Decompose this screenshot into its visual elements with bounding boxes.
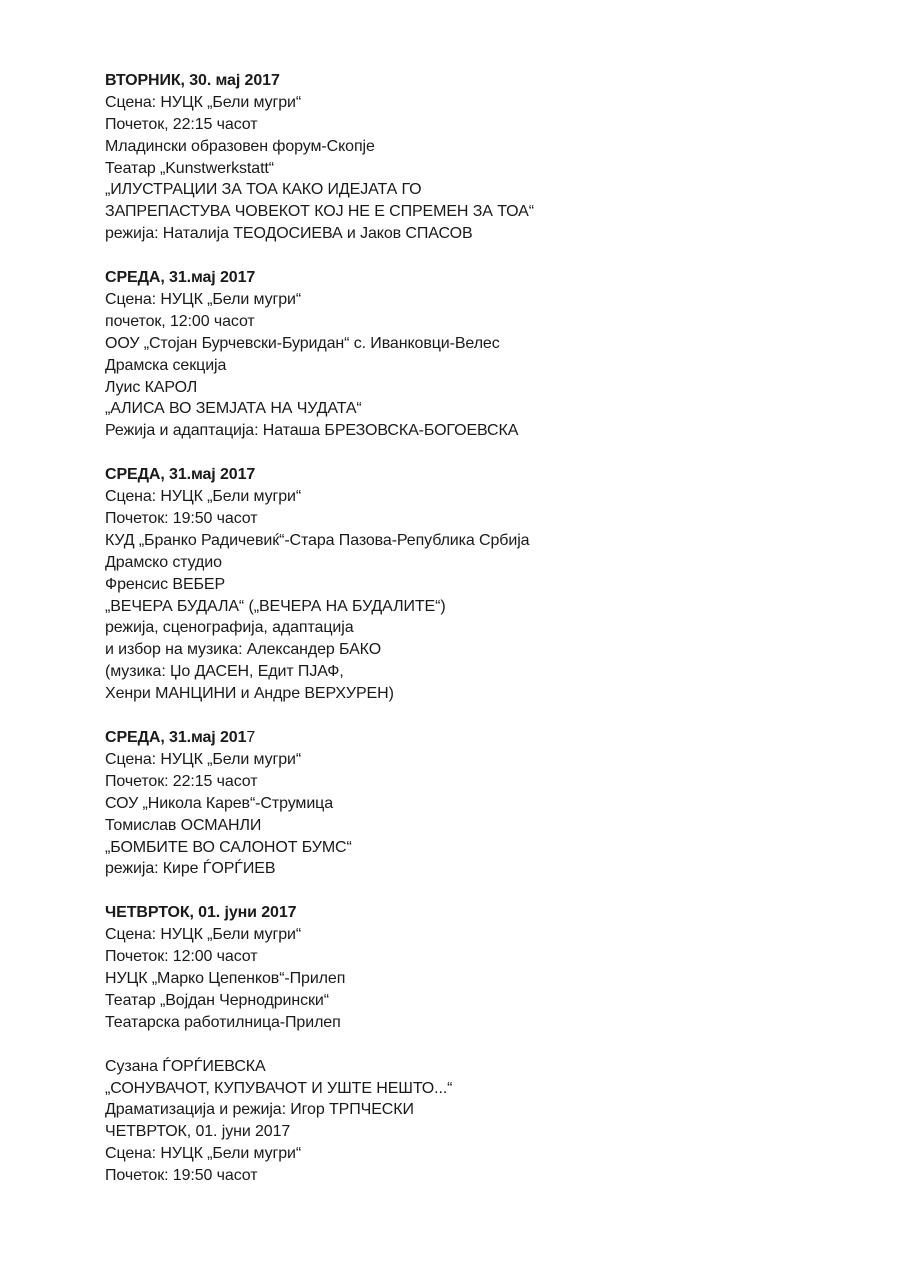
event-organization: Младински образовен форум-Скопје: [105, 137, 375, 155]
event-play-title: „ВЕЧЕРА БУДАЛА“ („ВЕЧЕРА НА БУДАЛИТЕ“): [105, 597, 446, 615]
event-date-line: ЧЕТВРТОК, 01. јуни 2017: [105, 1123, 291, 1141]
event-organization: СОУ „Никола Карев“-Струмица: [105, 794, 334, 812]
event-stage: Сцена: НУЦК „Бели мугри“: [105, 291, 302, 309]
event-play-title-continued: ЗАПРЕПАСТУВА ЧОВЕКОТ КОЈ НЕ Е СПРЕМЕН ЗА ТОА“: [105, 203, 534, 221]
event-author: Сузана ЃОРЃИЕВСКА: [105, 1057, 266, 1075]
event-start-time: почеток, 12:00 часот: [105, 312, 255, 330]
event-block: [105, 1056, 865, 1187]
event-block: [105, 267, 865, 442]
event-stage: Сцена: НУЦК „Бели мугри“: [105, 926, 302, 944]
event-stage: Сцена: НУЦК „Бели мугри“: [105, 488, 302, 506]
event-director-continued: и избор на музика: Александер БАКО: [105, 641, 382, 659]
event-play-title: „БОМБИТЕ ВО САЛОНОТ БУМС“: [105, 838, 352, 856]
program-schedule: [105, 70, 865, 1187]
event-date-heading: СРЕДА, 31.мај 2017: [105, 466, 256, 484]
event-organization: НУЦК „Марко Цепенков“-Прилеп: [105, 969, 346, 987]
event-date-heading: ВТОРНИК, 30. мај 2017: [105, 72, 280, 89]
event-section: Драмско студио: [105, 553, 222, 571]
event-start-time: Почеток: 22:15 часот: [105, 772, 258, 790]
event-stage: Сцена: НУЦК „Бели мугри“: [105, 750, 302, 768]
event-start-time: Почеток: 12:00 часот: [105, 948, 258, 966]
event-start-time: Почеток: 19:50 часот: [105, 510, 258, 528]
event-date-heading: СРЕДА, 31.мај 2017: [105, 269, 256, 287]
event-section: Драмска секција: [105, 356, 227, 374]
event-play-title: „АЛИСА ВО ЗЕМЈАТА НА ЧУДАТА“: [105, 400, 362, 418]
event-block: [105, 464, 865, 705]
event-start-time: Почеток: 19:50 часот: [105, 1167, 258, 1185]
event-date-heading-tail: 7: [246, 729, 256, 747]
event-date-heading: ЧЕТВРТОК, 01. јуни 2017: [105, 904, 297, 922]
event-play-title: „СОНУВАЧОТ, КУПУВАЧОТ И УШТЕ НЕШТО...“: [105, 1079, 453, 1097]
event-date-heading-bold: СРЕДА, 31.мај 201: [105, 729, 247, 747]
event-play-title: „ИЛУСТРАЦИИ ЗА ТОА КАКО ИДЕЈАТА ГО: [105, 181, 422, 199]
event-block: [105, 727, 865, 880]
event-theatre: Театар „Војдан Чернодрински“: [105, 991, 329, 1009]
event-author: Луис КАРОЛ: [105, 378, 198, 396]
event-section: Театарска работилница-Прилеп: [105, 1013, 341, 1031]
event-music-credits: (музика: Џо ДАСЕН, Едит ПЈАФ,: [105, 663, 344, 681]
event-music-credits-continued: Хенри МАНЦИНИ и Андре ВЕРХУРЕН): [105, 685, 394, 703]
event-block: [105, 70, 865, 245]
event-start-time: Почеток, 22:15 часот: [105, 115, 258, 133]
event-director: режија, сценографија, адаптација: [105, 619, 354, 637]
event-stage: Сцена: НУЦК „Бели мугри“: [105, 1145, 302, 1163]
event-block: [105, 902, 865, 1033]
event-director: режија: Наталија ТЕОДОСИЕВА и Јаков СПАСОВ: [105, 225, 473, 243]
event-stage: Сцена: НУЦК „Бели мугри“: [105, 93, 302, 111]
event-organization: КУД „Бранко Радичевиќ“-Стара Пазова-Република Србија: [105, 531, 530, 549]
event-author: Френсис ВЕБЕР: [105, 575, 226, 593]
event-date-heading: [105, 727, 865, 749]
event-director: Драматизација и режија: Игор ТРПЧЕСКИ: [105, 1101, 414, 1119]
event-director: режија: Кире ЃОРЃИЕВ: [105, 860, 276, 878]
event-organization: ООУ „Стојан Бурчевски-Буридан“ с. Иванковци-Велес: [105, 334, 500, 352]
event-theatre: Театар „Kunstwerkstatt“: [105, 159, 274, 177]
event-author: Томислав ОСМАНЛИ: [105, 816, 262, 834]
event-director: Режија и адаптација: Наташа БРЕЗОВСКА-БОГОЕВСКА: [105, 422, 519, 440]
